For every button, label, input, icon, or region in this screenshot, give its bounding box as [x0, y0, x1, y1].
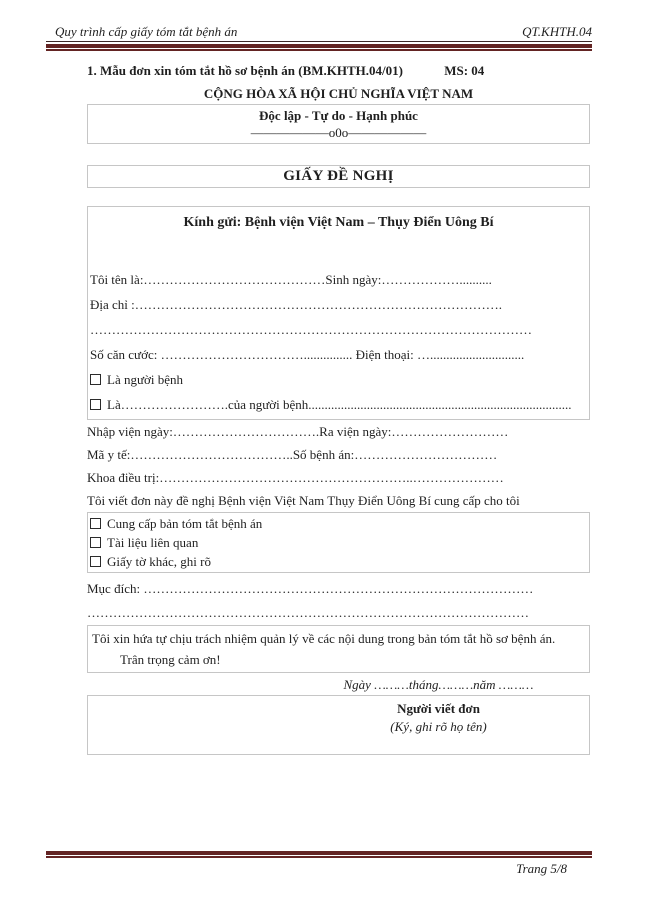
admission-block	[87, 420, 590, 512]
form-intro-line	[87, 63, 590, 79]
field-address: Địa chỉ :………………………………………………………………………….	[90, 297, 503, 312]
date-line: Ngày ………tháng………năm ………	[343, 677, 534, 692]
header-rule-thin	[46, 41, 592, 42]
purpose-block	[87, 577, 590, 625]
salutation-line: Kính gửi: Bệnh viện Việt Nam – Thụy Điển Uông Bí	[183, 215, 494, 230]
request-intro-line: Tôi viết đơn này đề nghị Bệnh viện Việt Nam Thụy Điển Uông Bí cung cấp cho tôi	[87, 493, 520, 508]
pledge-box	[87, 625, 590, 673]
field-admission-dates: Nhập viện ngày:…………………………….Ra viện ngày:………………………	[87, 424, 509, 439]
o0o-divider: ——————o0o——————	[250, 125, 427, 140]
footer-rule-thick	[46, 851, 592, 855]
checkbox-icon[interactable]	[90, 374, 101, 385]
checkbox-icon[interactable]	[90, 518, 101, 529]
footer-rule-sub	[46, 856, 592, 858]
page-footer	[46, 851, 592, 877]
checkbox-icon[interactable]	[90, 399, 101, 410]
form-code: MS: 04	[444, 63, 485, 78]
header-rule-thick	[46, 44, 592, 48]
motto-box	[87, 104, 590, 144]
option-is-patient-label: Là người bệnh	[107, 372, 184, 387]
option-relation	[90, 392, 587, 417]
checkbox-icon[interactable]	[90, 537, 101, 548]
pledge-line: Tôi xin hứa tự chịu trách nhiệm quản lý về các nội dung trong bản tóm tắt hồ sơ bệnh án.	[92, 631, 556, 646]
content-column	[87, 51, 590, 755]
request-option-label: Cung cấp bản tóm tắt bệnh án	[107, 516, 263, 531]
request-option-row	[90, 552, 587, 571]
signature-box	[87, 695, 590, 755]
field-id-phone: Số căn cước: ……………………………............... Điện thoại: ….............................	[90, 347, 525, 362]
checkbox-icon[interactable]	[90, 556, 101, 567]
page-header	[46, 24, 592, 51]
thanks-line: Trân trọng cảm ơn!	[120, 652, 221, 667]
request-option-row	[90, 533, 587, 552]
request-option-label: Giấy tờ khác, ghi rõ	[107, 554, 211, 569]
page-number: Trang 5/8	[516, 861, 567, 876]
document-title-box	[87, 165, 590, 188]
request-option-row	[90, 514, 587, 533]
request-options-box	[87, 512, 590, 573]
request-option-label: Tài liệu liên quan	[107, 535, 199, 550]
document-title: GIẤY ĐỀ NGHỊ	[283, 168, 394, 184]
option-relation-label: Là…………………….của người bệnh.................................................................................	[107, 397, 572, 412]
field-address-cont: …………………………………………………………………………………………	[90, 322, 532, 337]
signature-title: Người viết đơn	[397, 701, 480, 716]
field-department: Khoa điều trị:…………………………………………………..…………………	[87, 470, 504, 485]
option-is-patient	[90, 367, 587, 392]
field-purpose: Mục đích: ………………………………………………………………………………	[87, 581, 534, 596]
header-right-code: QT.KHTH.04	[522, 24, 592, 39]
field-name-dob: Tôi tên là:……………………………………Sinh ngày:………………..........	[90, 272, 492, 287]
national-motto: Độc lập - Tự do - Hạnh phúc	[259, 108, 418, 123]
signature-note: (Ký, ghi rõ họ tên)	[390, 719, 487, 734]
form-intro-title: 1. Mẫu đơn xin tóm tắt hồ sơ bệnh án (BM.KHTH.04/01)	[87, 63, 403, 78]
recipient-box	[87, 206, 590, 420]
field-medical-codes: Mã y tế:………………………………..Số bệnh án:……………………………	[87, 447, 498, 462]
header-left-title: Quy trình cấp giấy tóm tắt bệnh án	[55, 24, 238, 39]
field-purpose-cont: …………………………………………………………………………………………	[87, 605, 529, 620]
national-country-line: CỘNG HÒA XÃ HỘI CHỦ NGHĨA VIỆT NAM	[203, 86, 474, 101]
